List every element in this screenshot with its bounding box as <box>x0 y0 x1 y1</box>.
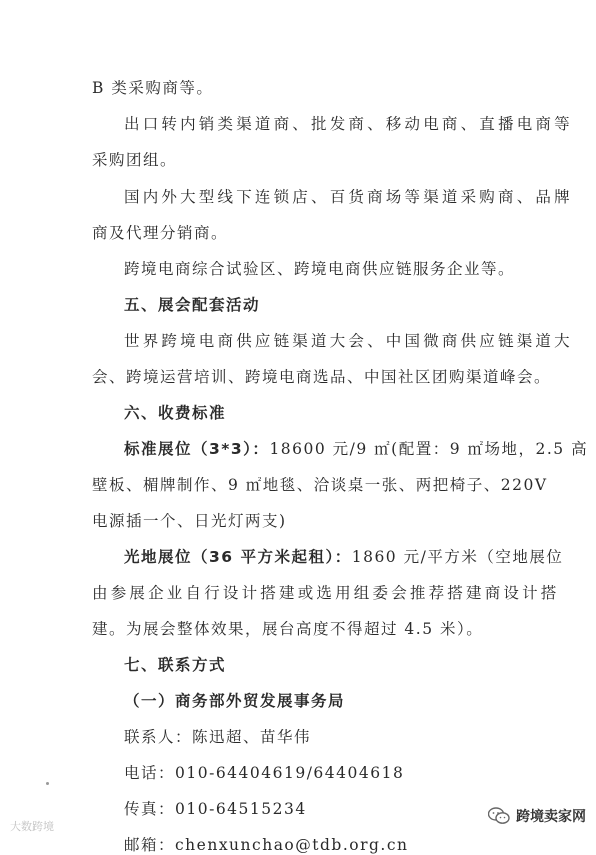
text-line: 世界跨境电商供应链渠道大会、中国微商供应链渠道大 <box>124 332 573 350</box>
text-line <box>124 439 588 459</box>
watermark-right-text: 跨境卖家网 <box>516 809 586 825</box>
text-line: 采购团组。 <box>92 151 178 169</box>
text-line: B 类采购商等。 <box>92 79 214 97</box>
text-line: 由参展企业自行设计搭建或选用组委会推荐搭建商设计搭 <box>92 584 560 602</box>
section-heading: 六、收费标准 <box>124 404 227 422</box>
wechat-icon <box>488 807 510 825</box>
section-heading: 七、联系方式 <box>124 656 227 674</box>
contact-email: 邮箱：chenxunchao@tdb.org.cn <box>124 836 409 854</box>
section-heading: 五、展会配套活动 <box>124 296 261 314</box>
text-line: 国内外大型线下连锁店、百货商场等渠道采购商、品牌 <box>124 188 573 206</box>
text-line: 商及代理分销商。 <box>92 224 229 242</box>
raw-space-price: 1860 元/平方米（空地展位 <box>351 548 564 566</box>
text-line: 跨境电商综合试验区、跨境电商供应链服务企业等。 <box>124 260 516 278</box>
contact-fax: 传真：010-64515234 <box>124 800 307 818</box>
standard-booth-price: 18600 元/9 ㎡(配置：9 ㎡场地，2.5 高 <box>269 440 589 458</box>
watermark-left-text: 大数跨境 <box>10 820 54 833</box>
text-line <box>124 547 563 567</box>
contact-phone: 电话：010-64404619/64404618 <box>124 764 405 782</box>
text-line: 建。为展会整体效果，展台高度不得超过 4.5 米）。 <box>92 620 484 638</box>
text-line: 出口转内销类渠道商、批发商、移动电商、直播电商等 <box>124 115 573 133</box>
standard-booth-label: 标准展位（3*3）： <box>124 440 270 458</box>
subsection-heading: （一）商务部外贸发展事务局 <box>124 692 346 710</box>
watermark-right <box>488 806 586 826</box>
text-line: 壁板、楣牌制作、9 ㎡地毯、洽谈桌一张、两把椅子、220V <box>92 476 548 494</box>
contact-person: 联系人：陈迅超、苗华伟 <box>124 728 312 746</box>
text-line: 会、跨境运营培训、跨境电商选品、中国社区团购渠道峰会。 <box>92 368 552 386</box>
text-line: 电源插一个、日光灯两支) <box>92 512 287 530</box>
scan-speck <box>46 782 49 785</box>
raw-space-label: 光地展位（36 平方米起租）： <box>124 548 352 566</box>
watermark-left <box>10 818 54 834</box>
